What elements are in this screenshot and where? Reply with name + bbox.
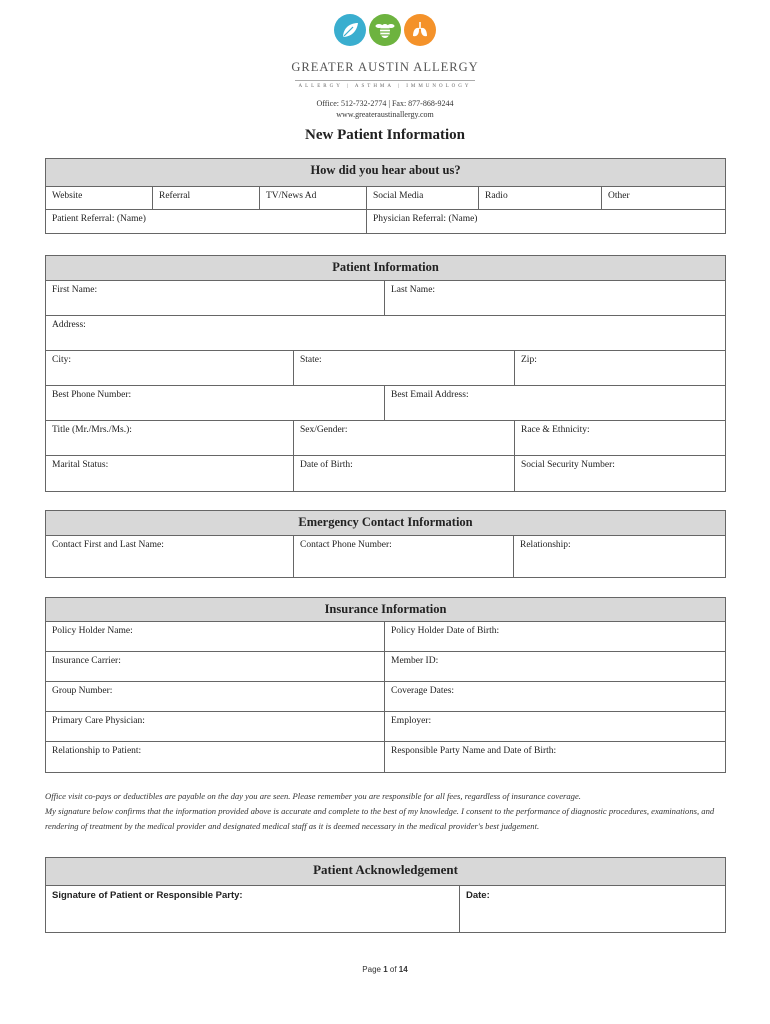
acknowledgement-section [45,857,726,933]
payment-disclaimer [45,789,725,834]
physician-referral-field[interactable]: Physician Referral: (Name) [367,210,726,234]
sex-gender-field[interactable]: Sex/Gender: [294,421,515,456]
signature-date-field[interactable]: Date: [460,886,726,933]
responsible-party-field[interactable]: Responsible Party Name and Date of Birth: [385,742,726,773]
coverage-dates-field[interactable]: Coverage Dates: [385,682,726,712]
first-name-field[interactable]: First Name: [46,281,385,316]
page-title: New Patient Information [305,127,465,143]
payment-notice: Office visit co-pays or deductibles are payable on the day you are seen. Please remember you are responsible for all fees, regardless of insurance coverage. [45,791,581,801]
total-pages: 14 [398,965,408,974]
leaf-logo-icon [334,14,366,46]
page-word: Page [362,965,381,974]
marital-status-field[interactable]: Marital Status: [46,456,294,492]
lungs-logo-icon [404,14,436,46]
ssn-field[interactable]: Social Security Number: [515,456,726,492]
option-other[interactable]: Other [602,187,726,210]
title-field[interactable]: Title (Mr./Mrs./Ms.): [46,421,294,456]
city-field[interactable]: City: [46,351,294,386]
brand-tagline: ALLERGY | ASTHMA | IMMUNOLOGY [298,84,472,89]
insurance-section [45,597,726,773]
option-website[interactable]: Website [46,187,153,210]
option-radio[interactable]: Radio [479,187,602,210]
address-field[interactable]: Address: [46,316,726,351]
primary-care-physician-field[interactable]: Primary Care Physician: [46,712,385,742]
brand-name: GREATER AUSTIN ALLERGY [291,60,479,74]
group-number-field[interactable]: Group Number: [46,682,385,712]
contact-relationship-field[interactable]: Relationship: [514,536,726,578]
option-social-media[interactable]: Social Media [367,187,479,210]
policy-holder-field[interactable]: Policy Holder Name: [46,622,385,652]
bee-logo-icon [369,14,401,46]
option-referral[interactable]: Referral [153,187,260,210]
patient-information-section [45,255,726,492]
email-field[interactable]: Best Email Address: [385,386,726,421]
contact-name-field[interactable]: Contact First and Last Name: [46,536,294,578]
last-name-field[interactable]: Last Name: [385,281,726,316]
relationship-to-patient-field[interactable]: Relationship to Patient: [46,742,385,773]
policy-holder-dob-field[interactable]: Policy Holder Date of Birth: [385,622,726,652]
member-id-field[interactable]: Member ID: [385,652,726,682]
option-tv-news-ad[interactable]: TV/News Ad [260,187,367,210]
brand-divider [295,80,475,81]
office-contact: Office: 512-732-2774 | Fax: 877-868-9244 [316,99,454,108]
logo-group [0,14,770,52]
page-number [0,965,770,974]
signature-field[interactable]: Signature of Patient or Responsible Party: [46,886,460,933]
date-of-birth-field[interactable]: Date of Birth: [294,456,515,492]
letterhead [0,14,770,120]
acknowledgement-heading: Patient Acknowledgement [46,858,726,886]
current-page: 1 [383,965,388,974]
consent-statement: My signature below confirms that the information provided above is accurate and complete to the best of my knowledge. I consent to the performance of diagnostic procedures, examinations, and rendering of treatment by the medical provider and designated medical staff as it is deemed necessary in the medical provider's best judgement. [45,806,715,831]
referral-heading: How did you hear about us? [46,159,726,187]
patient-referral-field[interactable]: Patient Referral: (Name) [46,210,367,234]
employer-field[interactable]: Employer: [385,712,726,742]
contact-phone-field[interactable]: Contact Phone Number: [294,536,514,578]
zip-field[interactable]: Zip: [515,351,726,386]
referral-section [45,158,726,234]
phone-field[interactable]: Best Phone Number: [46,386,385,421]
emergency-heading: Emergency Contact Information [46,511,726,536]
state-field[interactable]: State: [294,351,515,386]
race-ethnicity-field[interactable]: Race & Ethnicity: [515,421,726,456]
of-word: of [389,965,397,974]
patient-info-heading: Patient Information [46,256,726,281]
insurance-heading: Insurance Information [46,598,726,622]
website-link[interactable]: www.greateraustinallergy.com [336,110,434,119]
insurance-carrier-field[interactable]: Insurance Carrier: [46,652,385,682]
emergency-contact-section [45,510,726,578]
